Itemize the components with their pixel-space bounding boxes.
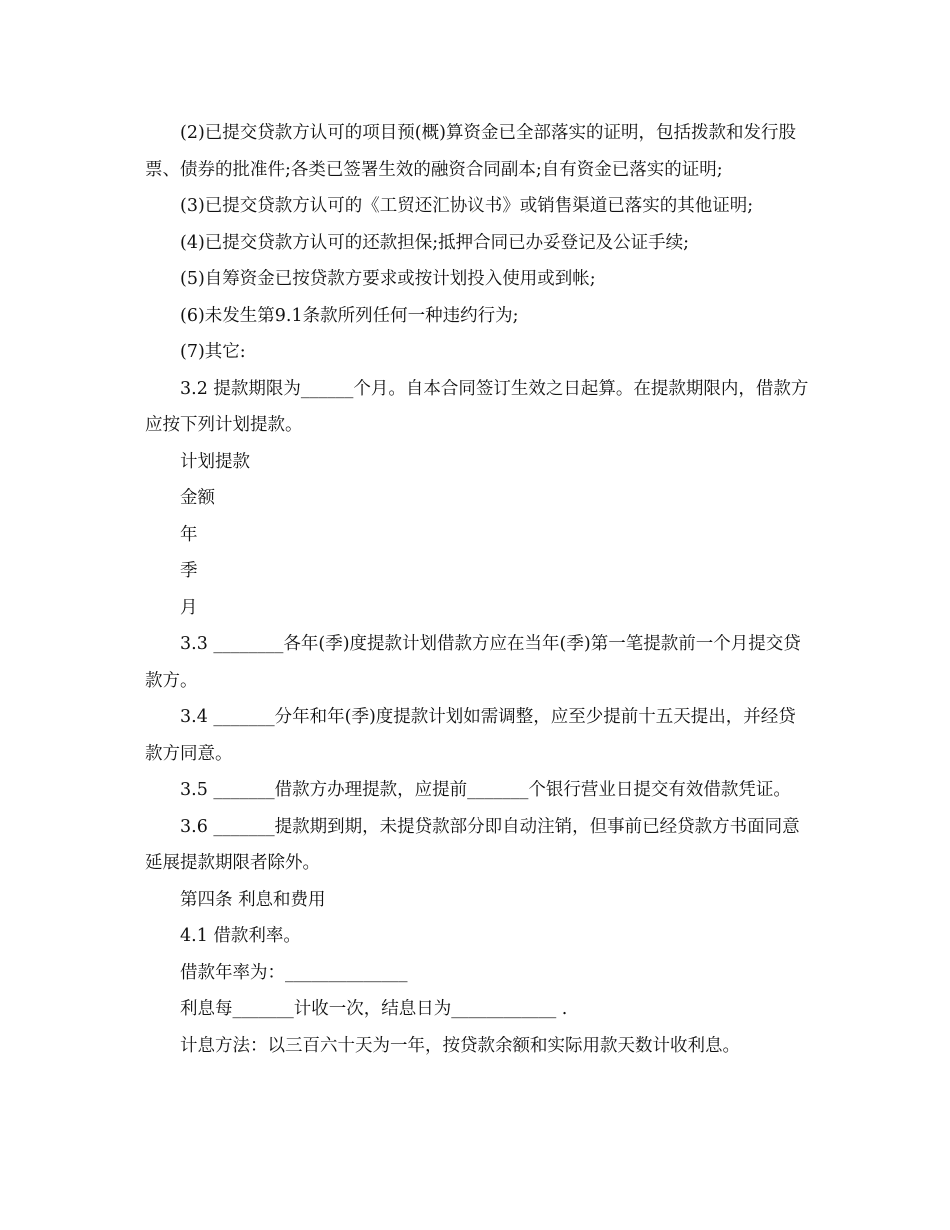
paragraph-interest-method: 计息方法：以三百六十天为一年，按贷款余额和实际用款天数计收利息。 xyxy=(180,1035,740,1056)
document-body xyxy=(145,115,810,1064)
paragraph-plan-label: 计划提款 xyxy=(180,451,250,472)
paragraph-amount-label: 金额 xyxy=(180,488,215,508)
paragraph-item-6-no-default: (6)未发生第9.1条款所列任何一种违约行为; xyxy=(180,305,519,326)
paragraph-clause-4-1: 4.1 借款利率。 xyxy=(180,926,301,946)
paragraph-item-2-conditions: (2)已提交贷款方认可的项目预(概)算资金已全部落实的证明，包括拨款和发行股票、债券的批准件;各类已签署生效的融资合同副本;自有资金已落实的证明; xyxy=(145,123,796,180)
section-heading-article-4: 第四条 利息和费用 xyxy=(180,889,326,910)
paragraph-item-3-trade-agreement: (3)已提交贷款方认可的《工贸还汇协议书》或销售渠道已落实的其他证明; xyxy=(180,196,754,216)
paragraph-quarter-label: 季 xyxy=(180,561,198,581)
paragraph-clause-3-6: 3.6 _______提款期到期，未提贷款部分即自动注销，但事前已经贷款方书面同意延展提款期限者除外。 xyxy=(145,816,800,873)
paragraph-item-7-other: (7)其它: xyxy=(180,342,246,362)
paragraph-clause-3-3: 3.3 ________各年(季)度提款计划借款方应在当年(季)第一笔提款前一个月提交贷款方。 xyxy=(145,634,801,691)
paragraph-interest-period: 利息每_______计收一次，结息日为____________ . xyxy=(180,999,568,1019)
paragraph-year-label: 年 xyxy=(180,524,198,545)
paragraph-annual-rate: 借款年率为：______________ xyxy=(180,962,408,983)
paragraph-item-4-guarantee: (4)已提交贷款方认可的还款担保;抵押合同已办妥登记及公证手续; xyxy=(180,232,690,253)
paragraph-month-label: 月 xyxy=(180,597,198,618)
paragraph-item-5-self-funds: (5)自筹资金已按贷款方要求或按计划投入使用或到帐; xyxy=(180,269,596,289)
paragraph-clause-3-5: 3.5 _______借款方办理提款，应提前_______个银行营业日提交有效借款凭证。 xyxy=(180,780,791,800)
paragraph-clause-3-4: 3.4 _______分年和年(季)度提款计划如需调整，应至少提前十五天提出，并经贷款方同意。 xyxy=(145,707,796,764)
paragraph-clause-3-2: 3.2 提款期限为______个月。自本合同签订生效之日起算。在提款期限内，借款方应按下列计划提款。 xyxy=(145,378,809,435)
